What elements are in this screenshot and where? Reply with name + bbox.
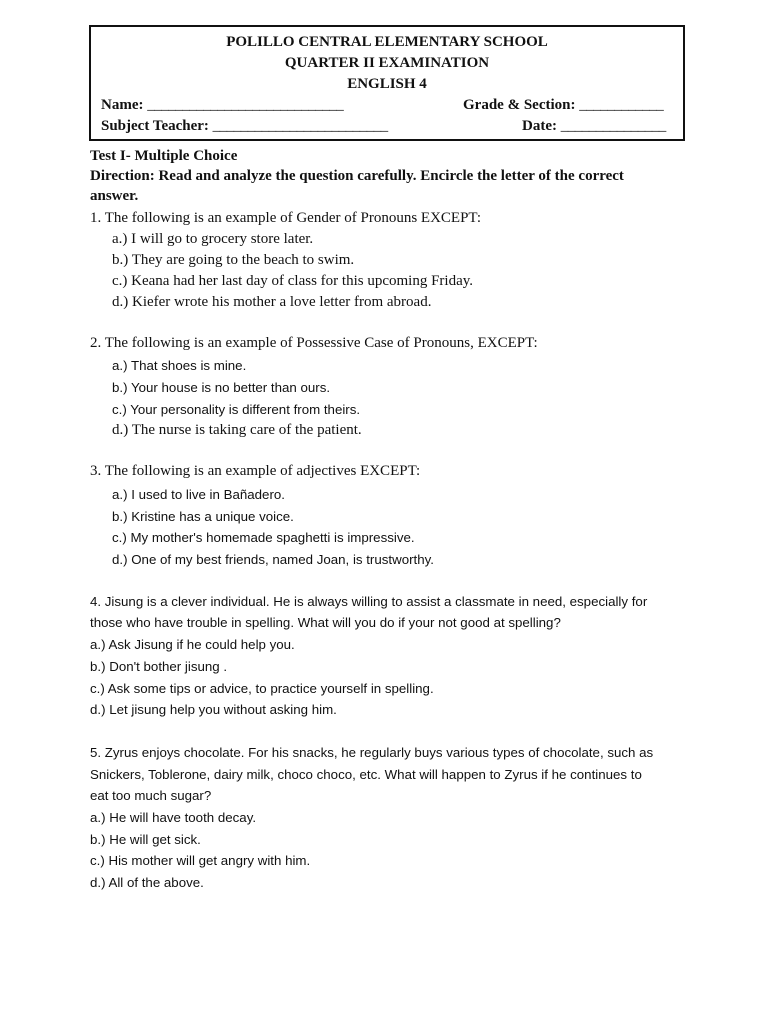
question-4-option-b[interactable]: b.) Don't bother jisung . xyxy=(90,659,228,674)
school-name: POLILLO CENTRAL ELEMENTARY SCHOOL xyxy=(226,34,548,50)
question-4-option-c[interactable]: c.) Ask some tips or advice, to practice yourself in spelling. xyxy=(90,681,434,696)
question-4-text-line-1: 4. Jisung is a clever individual. He is always willing to assist a classmate in need, especially for xyxy=(90,594,648,609)
question-5-option-a[interactable]: a.) He will have tooth decay. xyxy=(90,810,257,825)
question-5-option-d[interactable]: d.) All of the above. xyxy=(90,875,204,890)
grade-section-label: Grade & Section: xyxy=(463,97,576,113)
question-4-text-line-2: those who have trouble in spelling. What will you do if your not good at spelling? xyxy=(90,615,561,630)
question-1-option-a[interactable]: a.) I will go to grocery store later. xyxy=(112,231,314,247)
grade-section-blank[interactable]: ____________ xyxy=(579,97,664,113)
date-blank[interactable]: _______________ xyxy=(560,118,666,134)
question-4-option-d[interactable]: d.) Let jisung help you without asking him. xyxy=(90,702,337,717)
subject-title: ENGLISH 4 xyxy=(347,76,427,92)
question-1-option-d[interactable]: d.) Kiefer wrote his mother a love letter from abroad. xyxy=(112,294,432,310)
date-field[interactable] xyxy=(522,118,666,135)
question-3-option-b[interactable]: b.) Kristine has a unique voice. xyxy=(112,509,294,524)
direction-line-1: Direction: Read and analyze the question carefully. Encircle the letter of the correct xyxy=(90,168,624,184)
question-2-option-b[interactable]: b.) Your house is no better than ours. xyxy=(112,380,331,395)
grade-section-field[interactable] xyxy=(463,97,663,114)
question-5-text-line-2: Snickers, Toblerone, dairy milk, choco choco, etc. What will happen to Zyrus if he continues to xyxy=(90,767,642,782)
question-3-option-d[interactable]: d.) One of my best friends, named Joan, is trustworthy. xyxy=(112,552,434,567)
question-2-text: 2. The following is an example of Possessive Case of Pronouns, EXCEPT: xyxy=(90,335,538,351)
name-label: Name: xyxy=(101,97,144,113)
teacher-blank[interactable]: _________________________ xyxy=(212,118,388,134)
question-1-option-b[interactable]: b.) They are going to the beach to swim. xyxy=(112,252,355,268)
question-2-option-c[interactable]: c.) Your personality is different from theirs. xyxy=(112,402,361,417)
question-3-option-a[interactable]: a.) I used to live in Bañadero. xyxy=(112,487,285,502)
question-2-option-a[interactable]: a.) That shoes is mine. xyxy=(112,358,247,373)
teacher-label: Subject Teacher: xyxy=(101,118,209,134)
question-5-option-c[interactable]: c.) His mother will get angry with him. xyxy=(90,853,311,868)
name-blank[interactable]: ____________________________ xyxy=(147,97,344,113)
question-3-text: 3. The following is an example of adjectives EXCEPT: xyxy=(90,463,421,479)
test-title: Test I- Multiple Choice xyxy=(90,148,238,164)
teacher-field[interactable] xyxy=(101,118,388,135)
question-1-option-c[interactable]: c.) Keana had her last day of class for this upcoming Friday. xyxy=(112,273,474,289)
question-1-text: 1. The following is an example of Gender of Pronouns EXCEPT: xyxy=(90,210,481,226)
direction-line-2: answer. xyxy=(90,188,139,204)
name-field[interactable] xyxy=(101,97,343,114)
question-3-option-c[interactable]: c.) My mother's homemade spaghetti is impressive. xyxy=(112,530,415,545)
question-2-option-d[interactable]: d.) The nurse is taking care of the patient. xyxy=(112,422,362,438)
question-5-option-b[interactable]: b.) He will get sick. xyxy=(90,832,201,847)
date-label: Date: xyxy=(522,118,557,134)
question-4-option-a[interactable]: a.) Ask Jisung if he could help you. xyxy=(90,637,295,652)
question-5-text-line-3: eat too much sugar? xyxy=(90,788,212,803)
question-5-text-line-1: 5. Zyrus enjoys chocolate. For his snacks, he regularly buys various types of chocolate, such as xyxy=(90,745,654,760)
exam-header xyxy=(89,25,685,141)
exam-title: QUARTER II EXAMINATION xyxy=(284,55,490,71)
